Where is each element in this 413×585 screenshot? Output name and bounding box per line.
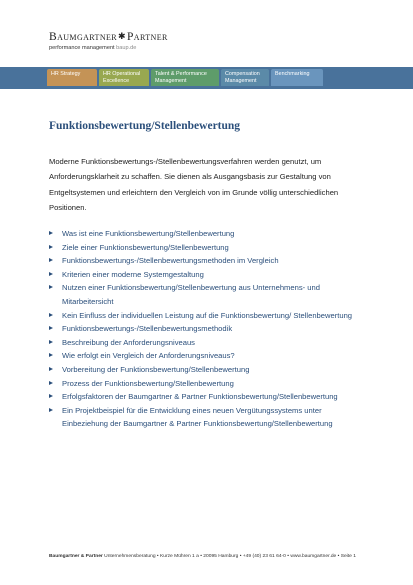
topic-link[interactable] xyxy=(49,336,369,350)
topic-link[interactable] xyxy=(49,390,369,404)
topic-link[interactable] xyxy=(49,349,369,363)
topic-link-label: Funktionsbewertungs-/Stellenbewertungsmethodik xyxy=(62,324,233,334)
triangle-bullet-icon xyxy=(49,313,53,317)
nav-tab-benchmarking[interactable]: Benchmarking xyxy=(271,69,323,86)
topic-link[interactable] xyxy=(49,363,369,377)
topic-link[interactable] xyxy=(49,404,369,431)
footer-address: Unternehmensberatung • Kurze Mühren 1 a • 20095 Hamburg • +49 (40) 23 61 64-0 • www.baumgartner.de xyxy=(104,554,337,559)
logo-part-1: Baumgartner xyxy=(49,31,118,43)
company-logo[interactable] xyxy=(49,30,168,52)
topic-link[interactable] xyxy=(49,377,369,391)
triangle-bullet-icon xyxy=(49,340,53,344)
tagline-domain: baup.de xyxy=(116,45,137,51)
topic-link-label: Wie erfolgt ein Vergleich der Anforderungsniveaus? xyxy=(62,351,235,361)
footer-page-number: • Seite 1 xyxy=(337,554,356,559)
triangle-bullet-icon xyxy=(49,381,53,385)
topic-link[interactable] xyxy=(49,281,369,308)
footer-brand: Baumgartner & Partner xyxy=(49,554,103,559)
triangle-bullet-icon xyxy=(49,231,53,235)
triangle-bullet-icon xyxy=(49,272,53,276)
topic-link[interactable] xyxy=(49,254,369,268)
triangle-bullet-icon xyxy=(49,367,53,371)
triangle-bullet-icon xyxy=(49,394,53,398)
nav-tab-hr-strategy[interactable]: HR Strategy xyxy=(47,69,97,86)
topic-link-label: Beschreibung der Anforderungsniveaus xyxy=(62,337,195,347)
main-navigation xyxy=(0,67,413,89)
topic-link-label: Erfolgsfaktoren der Baumgartner & Partner Funktionsbewertung/Stellenbewertung xyxy=(62,392,338,402)
triangle-bullet-icon xyxy=(49,245,53,249)
logo-part-2: Partner xyxy=(127,31,168,43)
intro-paragraph: Moderne Funktionsbewertungs-/Stellenbewertungsverfahren werden genutzt, um Anforderungsklarheit zu schaffen. Sie dienen als Ausgangsbasis zur Gestaltung von Entgeltsystemen und erleichtern den Vergleich von im Grunde völlig unterschiedlichen Positionen. xyxy=(49,157,339,212)
topic-link-label: Prozess der Funktionsbewertung/Stellenbewertung xyxy=(62,378,234,388)
triangle-bullet-icon xyxy=(49,258,53,262)
topic-link-label: Nutzen einer Funktionsbewertung/Stellenbewertung aus Unternehmens- und Mitarbeitersicht xyxy=(62,283,320,306)
topic-link[interactable] xyxy=(49,268,369,282)
logo-wordmark xyxy=(49,30,168,43)
topic-link-list xyxy=(49,227,369,431)
triangle-bullet-icon xyxy=(49,408,53,412)
topic-link-label: Vorbereitung der Funktionsbewertung/Stellenbewertung xyxy=(62,364,250,374)
nav-tab-talent-performance-management[interactable]: Talent & Performance Management xyxy=(151,69,219,86)
topic-link-label: Kein Einfluss der individuellen Leistung auf die Funktionsbewertung/ Stellenbewertung xyxy=(62,310,353,320)
page-title: Funktionsbewertung/Stellenbewertung xyxy=(49,120,241,132)
topic-link[interactable] xyxy=(49,241,369,255)
triangle-bullet-icon xyxy=(49,326,53,330)
topic-link[interactable] xyxy=(49,322,369,336)
nav-tab-hr-operational-excellence[interactable]: HR Operational Excellence xyxy=(99,69,149,86)
topic-link-label: Kriterien einer moderne Systemgestaltung xyxy=(62,269,204,279)
topic-link[interactable] xyxy=(49,227,369,241)
topic-link-label: Ziele einer Funktionsbewertung/Stellenbewertung xyxy=(62,242,229,252)
logo-tagline xyxy=(49,44,168,52)
nav-tab-compensation-management[interactable]: Compensation Management xyxy=(221,69,269,86)
topic-link-label: Ein Projektbeispiel für die Entwicklung eines neuen Vergütungssystems unter Einbeziehung der Baumgartner & Partner Funktionsbewertung/Stellenbewertung xyxy=(62,405,333,429)
tagline-main: performance management xyxy=(49,45,115,51)
topic-link[interactable] xyxy=(49,309,369,323)
logo-star-icon: ✱ xyxy=(118,31,126,41)
topic-link-label: Funktionsbewertungs-/Stellenbewertungsmethoden im Vergleich xyxy=(62,256,279,266)
triangle-bullet-icon xyxy=(49,353,53,357)
topic-link-label: Was ist eine Funktionsbewertung/Stellenbewertung xyxy=(62,229,235,238)
triangle-bullet-icon xyxy=(49,285,53,289)
page-footer xyxy=(49,554,379,559)
